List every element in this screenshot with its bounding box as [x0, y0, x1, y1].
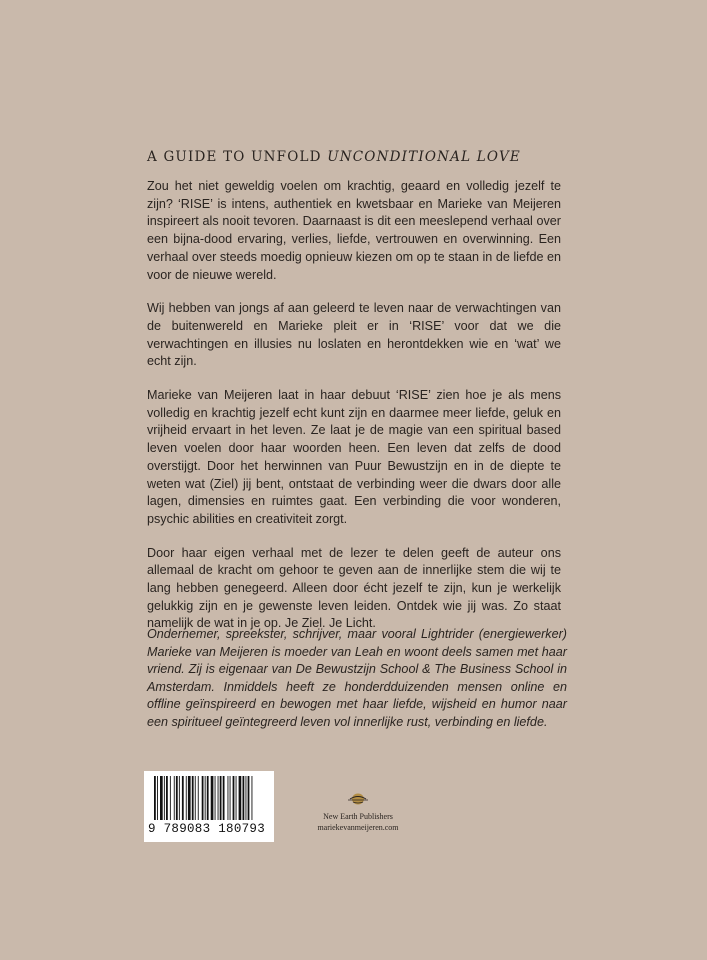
- heading-italic: UNCONDITIONAL LOVE: [327, 149, 521, 165]
- sunrise-logo-icon: [347, 791, 369, 807]
- isbn-number: 9 789083 180793: [148, 822, 266, 836]
- blurb-paragraph-3: Marieke van Meijeren laat in haar debuut ‘RISE’ zien hoe je als mens volledig en krachtig jezelf echt kunt zijn en daarmee meer liefde, geluk en vrijheid ervaart in het leven. Ze laat je de magie van een spiritual based leven voelen door haar woorden heen. Een leven dat zelfs de dood overstijgt. Door het herwinnen van Puur Bewustzijn en in de diepte te weten wat (Ziel) jij bent, ontstaat de verbinding weer die dwars door alle lagen, dimensies en ruimtes gaat. Een verbinding die voor wonderen, psychic abilities en creativiteit zorgt.: [147, 388, 561, 526]
- heading-prefix: A GUIDE TO UNFOLD: [147, 149, 328, 165]
- blurb-paragraph-4: Door haar eigen verhaal met de lezer te delen geeft de auteur ons allemaal de kracht om gehoor te geven aan de innerlijke stem die wij te lang hebben genegeerd. Alleen door écht jezelf te zijn, kun je werkelijk gelukkig zijn en je gewenste leven leiden. Ontdek wie jij was. Zo staat namelijk de wat in je op. Je Ziel. Je Licht.: [147, 545, 561, 631]
- barcode-bars: [154, 776, 266, 820]
- author-bio: Ondernemer, spreekster, schrijver, maar vooral Lightrider (energiewerker) Marieke van Meijeren is moeder van Leah en woont deels samen met haar vriend. Zij is eigenaar van De Bewustzijn School & The Business School in Amsterdam. Inmiddels heeft ze honderdduizenden mensen online en offline geïnspireerd en bewogen met haar liefde, wijsheid en humor naar een spiritueel geïntegreerd leven vol innerlijke rust, verbinding en liefde.: [147, 627, 567, 729]
- back-cover-heading: [147, 149, 521, 165]
- isbn-barcode: [144, 771, 274, 842]
- blurb-paragraph-2: Wij hebben van jongs af aan geleerd te leven naar de verwachtingen van de buitenwereld en Marieke pleit er in ‘RISE’ voor dat we die verwachtingen en illusies nu loslaten en herontdekken wie en ‘wat’ we echt zijn.: [147, 301, 561, 369]
- blurb-body: [147, 178, 561, 649]
- blurb-paragraph-1: Zou het niet geweldig voelen om krachtig, geaard en volledig jezelf te zijn? ‘RISE’ is intens, authentiek en kwetsbaar en Marieke van Meijeren inspireert als nooit tevoren. Daarnaast is dit een meeslepend verhaal over een bijna-dood ervaring, verlies, liefde, vertrouwen en overwinning. Een verhaal over steeds moedig opnieuw kiezen om op te staan in de liefde en voor de nieuwe wereld.: [147, 179, 561, 282]
- publisher-block: [303, 791, 413, 833]
- publisher-website: mariekevanmeijeren.com: [317, 823, 399, 832]
- publisher-name: New Earth Publishers: [323, 812, 393, 821]
